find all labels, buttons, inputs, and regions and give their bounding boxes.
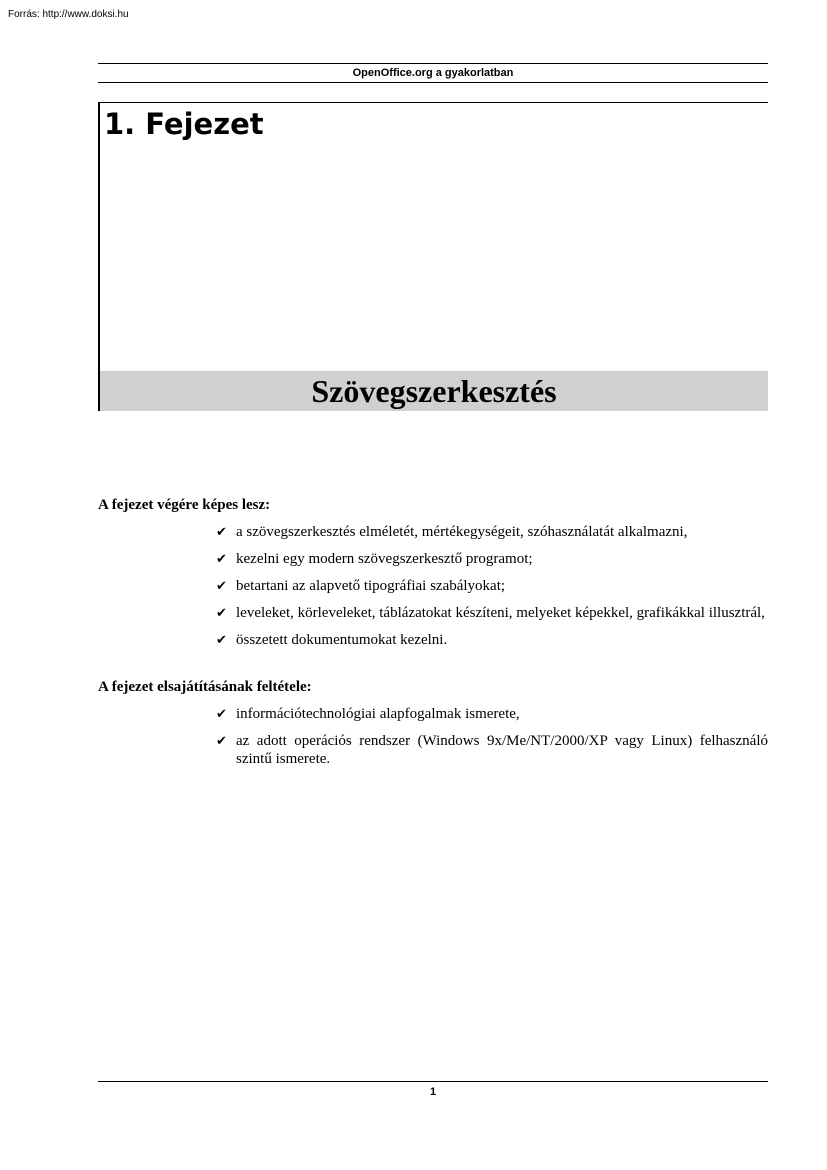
list-item: ✔ kezelni egy modern szövegszerkesztő programot;	[216, 551, 533, 567]
running-header: OpenOffice.org a gyakorlatban	[98, 63, 768, 83]
check-icon: ✔	[216, 633, 227, 648]
chapter-title: Szövegszerkesztés	[100, 371, 768, 411]
page-number: 1	[98, 1081, 768, 1098]
list-item: ✔ leveleket, körleveleket, táblázatokat készíteni, melyeket képekkel, grafikákkal illusztrál,	[216, 605, 765, 621]
chapter-number: 1. Fejezet	[104, 107, 264, 141]
list-item: ✔ az adott operációs rendszer (Windows 9x/Me/NT/2000/XP vagy Linux) felhasználó szintű ismerete.	[216, 733, 768, 767]
section-heading-goals: A fejezet végére képes lesz:	[98, 497, 271, 513]
check-icon: ✔	[216, 734, 227, 749]
list-item: ✔ a szövegszerkesztés elméletét, mértékegységeit, szóhasználatát alkalmazni,	[216, 524, 688, 540]
check-icon: ✔	[216, 606, 227, 621]
source-label: Forrás: http://www.doksi.hu	[8, 9, 129, 20]
check-icon: ✔	[216, 707, 227, 722]
goals-list	[216, 523, 768, 658]
check-icon: ✔	[216, 552, 227, 567]
list-item: ✔ betartani az alapvető tipográfiai szabályokat;	[216, 578, 506, 594]
prereq-list	[216, 705, 768, 777]
check-icon: ✔	[216, 579, 227, 594]
chapter-box	[98, 102, 768, 411]
list-item: ✔ információtechnológiai alapfogalmak ismerete,	[216, 706, 520, 722]
section-heading-prereq: A fejezet elsajátításának feltétele:	[98, 679, 312, 695]
list-item: ✔ összetett dokumentumokat kezelni.	[216, 632, 448, 648]
check-icon: ✔	[216, 525, 227, 540]
